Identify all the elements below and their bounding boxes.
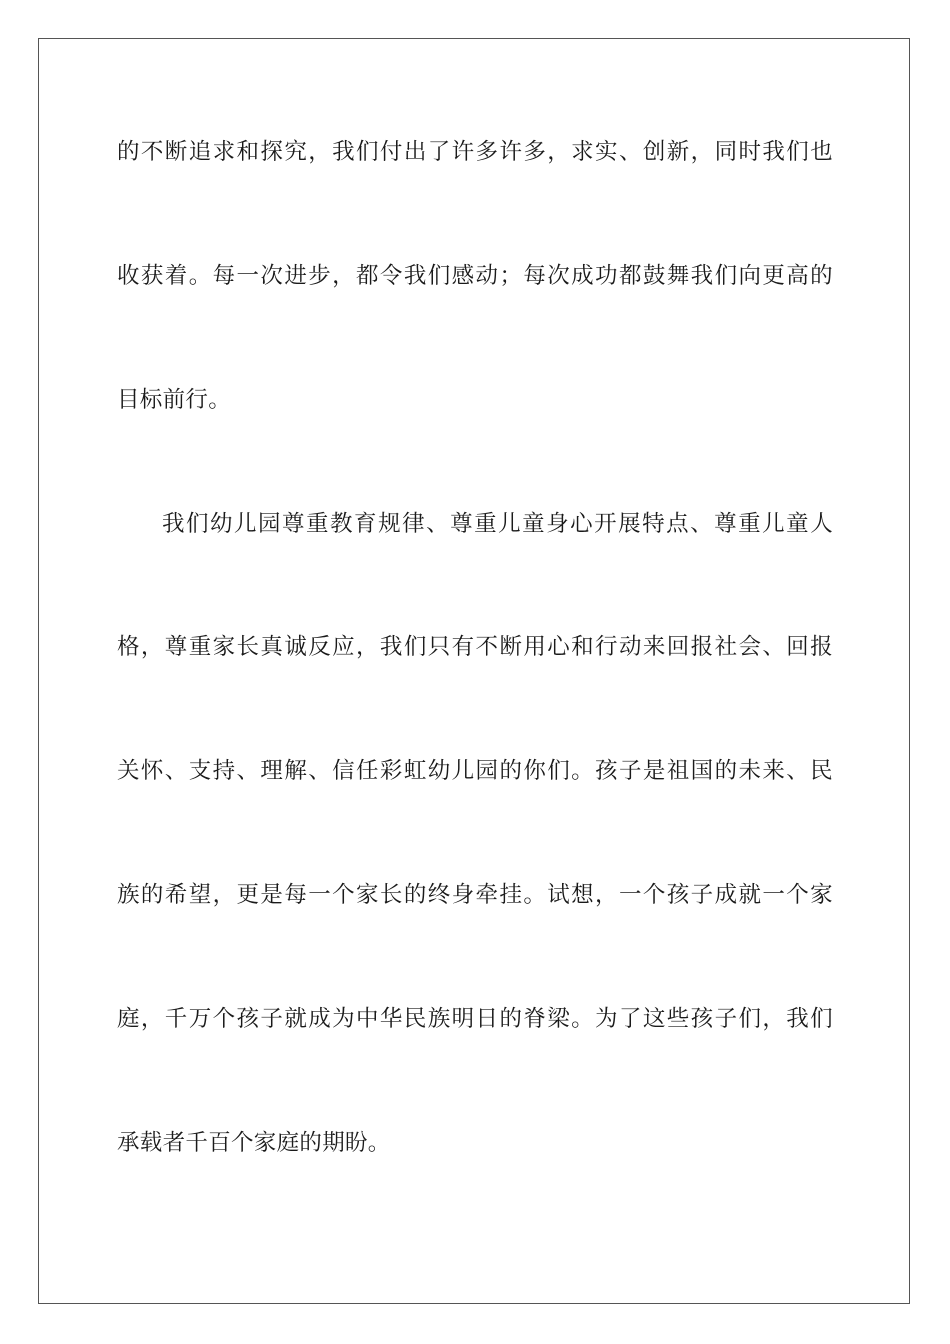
text-line: 庭，千万个孩子就成为中华民族明日的脊梁。为了这些孩子们，我们: [117, 1006, 833, 1032]
text-line: 格，尊重家长真诚反应，我们只有不断用心和行动来回报社会、回报: [117, 634, 833, 660]
text-line: 收获着。每一次进步，都令我们感动；每次成功都鼓舞我们向更高的: [117, 263, 833, 289]
text-line: 族的希望，更是每一个家长的终身牵挂。试想，一个孩子成就一个家: [117, 882, 833, 908]
page-frame: [38, 38, 910, 1304]
paragraph-first-line: 我们幼儿园尊重教育规律、尊重儿童身心开展特点、尊重儿童人: [162, 511, 833, 537]
text-line: 的不断追求和探究，我们付出了许多许多，求实、创新，同时我们也: [117, 139, 833, 165]
text-line: 目标前行。: [117, 387, 232, 413]
text-line: 承载者千百个家庭的期盼。: [117, 1130, 391, 1156]
text-line: 关怀、支持、理解、信任彩虹幼儿园的你们。孩子是祖国的未来、民: [117, 758, 833, 784]
